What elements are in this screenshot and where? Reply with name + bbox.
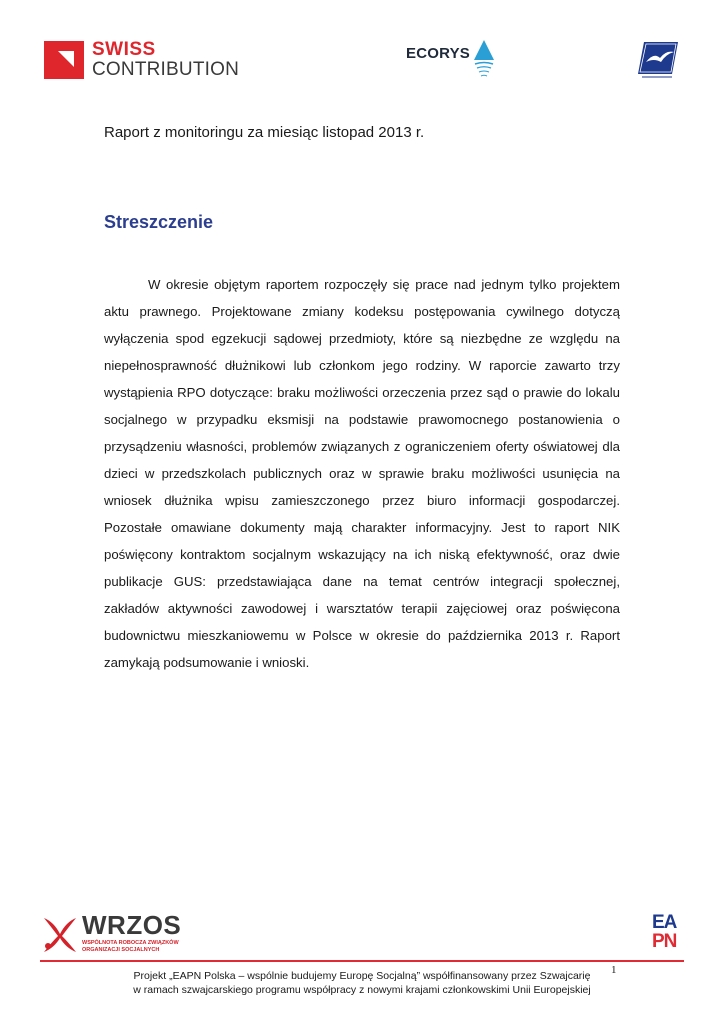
eapn-logo [650, 914, 690, 954]
eapn-logo-line2: PN [652, 931, 677, 952]
swiss-flag-icon [44, 41, 84, 79]
paragraph-line: niepełnosprawność dłużnikowi lub członkom jego rodziny. W raporcie zawarto trzy [104, 358, 620, 373]
eapn-logo-line1: EA [652, 912, 677, 933]
wrzos-logo [40, 912, 200, 958]
footer-text-line2: w ramach szwajcarskiego programu współpracy z nowymi krajami członkowskimi Unii Europejskiej [133, 984, 591, 996]
swiss-logo-line1: SWISS [92, 39, 156, 60]
footer-divider [40, 960, 684, 962]
paragraph-line: W okresie objętym raportem rozpoczęły się prace nad jednym tylko projektem [148, 277, 620, 292]
paragraph-line: wystąpienia RPO dotyczące: braku możliwości orzeczenia przez sąd o prawie do lokalu [104, 385, 620, 400]
ecorys-wave-icon [472, 38, 496, 82]
footer-text-line1: Projekt „EAPN Polska – wspólnie budujemy Europę Socjalną” współfinansowany przez Szwajcarię [133, 970, 591, 982]
wrzos-logo-subtitle: WSPÓLNOTA ROBOCZA ZWIĄZKÓW ORGANIZACJI SOCJALNYCH [82, 940, 179, 953]
paragraph-line: wyłączenia spod egzekucji sądowej przedmioty, które są niezbędne ze względu na [104, 331, 620, 346]
wrzos-mark-icon [40, 912, 80, 956]
paragraph-line: przysądzeniu własności, problemów związanych z ograniczeniem oferty oświatowej dla [104, 439, 620, 454]
paragraph-line: dzieci w przedszkolach publicznych oraz w sprawie braku możliwości usunięcia na [104, 466, 620, 481]
paragraph-line: budownictwu mieszkaniowemu w Polsce w okresie do października 2013 r. Raport [104, 628, 620, 643]
swiss-contribution-logo [44, 41, 244, 81]
page-number: 1 [611, 964, 617, 976]
paragraph-line: publikacje GUS: przedstawiająca dane na temat centrów integracji społecznej, [104, 574, 620, 589]
swiss-logo-line2: CONTRIBUTION [92, 59, 240, 80]
paragraph-line: zamykają podsumowanie i wnioski. [104, 655, 310, 670]
paragraph-line: Pozostałe omawiane dokumenty mają charakter informacyjny. Jest to raport NIK [104, 520, 620, 535]
paragraph-line: poświęcony kontraktom socjalnym wskazujący na ich niską efektywność, oraz dwie [104, 547, 620, 562]
summary-paragraph [104, 271, 620, 676]
paragraph-line: zakładów aktywności zawodowej i warsztatów terapii zajęciowej oraz poświęcona [104, 601, 620, 616]
wrzos-logo-name: WRZOS [82, 910, 182, 940]
ecorys-logo-text: ECORYS [406, 45, 470, 62]
report-title: Raport z monitoringu za miesiąc listopad 2013 r. [104, 124, 425, 141]
paragraph-line: socjalnego w przypadku eksmisji na podstawie prawomocnego postanowienia o [104, 412, 620, 427]
footer-text [40, 969, 684, 997]
seagull-icon [636, 40, 680, 80]
section-heading: Streszczenie [104, 212, 214, 232]
paragraph-line: wniosek dłużnika wpisu zamieszczonego przez biuro informacji gospodarczej. [104, 493, 620, 508]
paragraph-line: aktu prawnego. Projektowane zmiany kodeksu postępowania cywilnego dotyczą [104, 304, 620, 319]
ecorys-logo [406, 38, 498, 84]
